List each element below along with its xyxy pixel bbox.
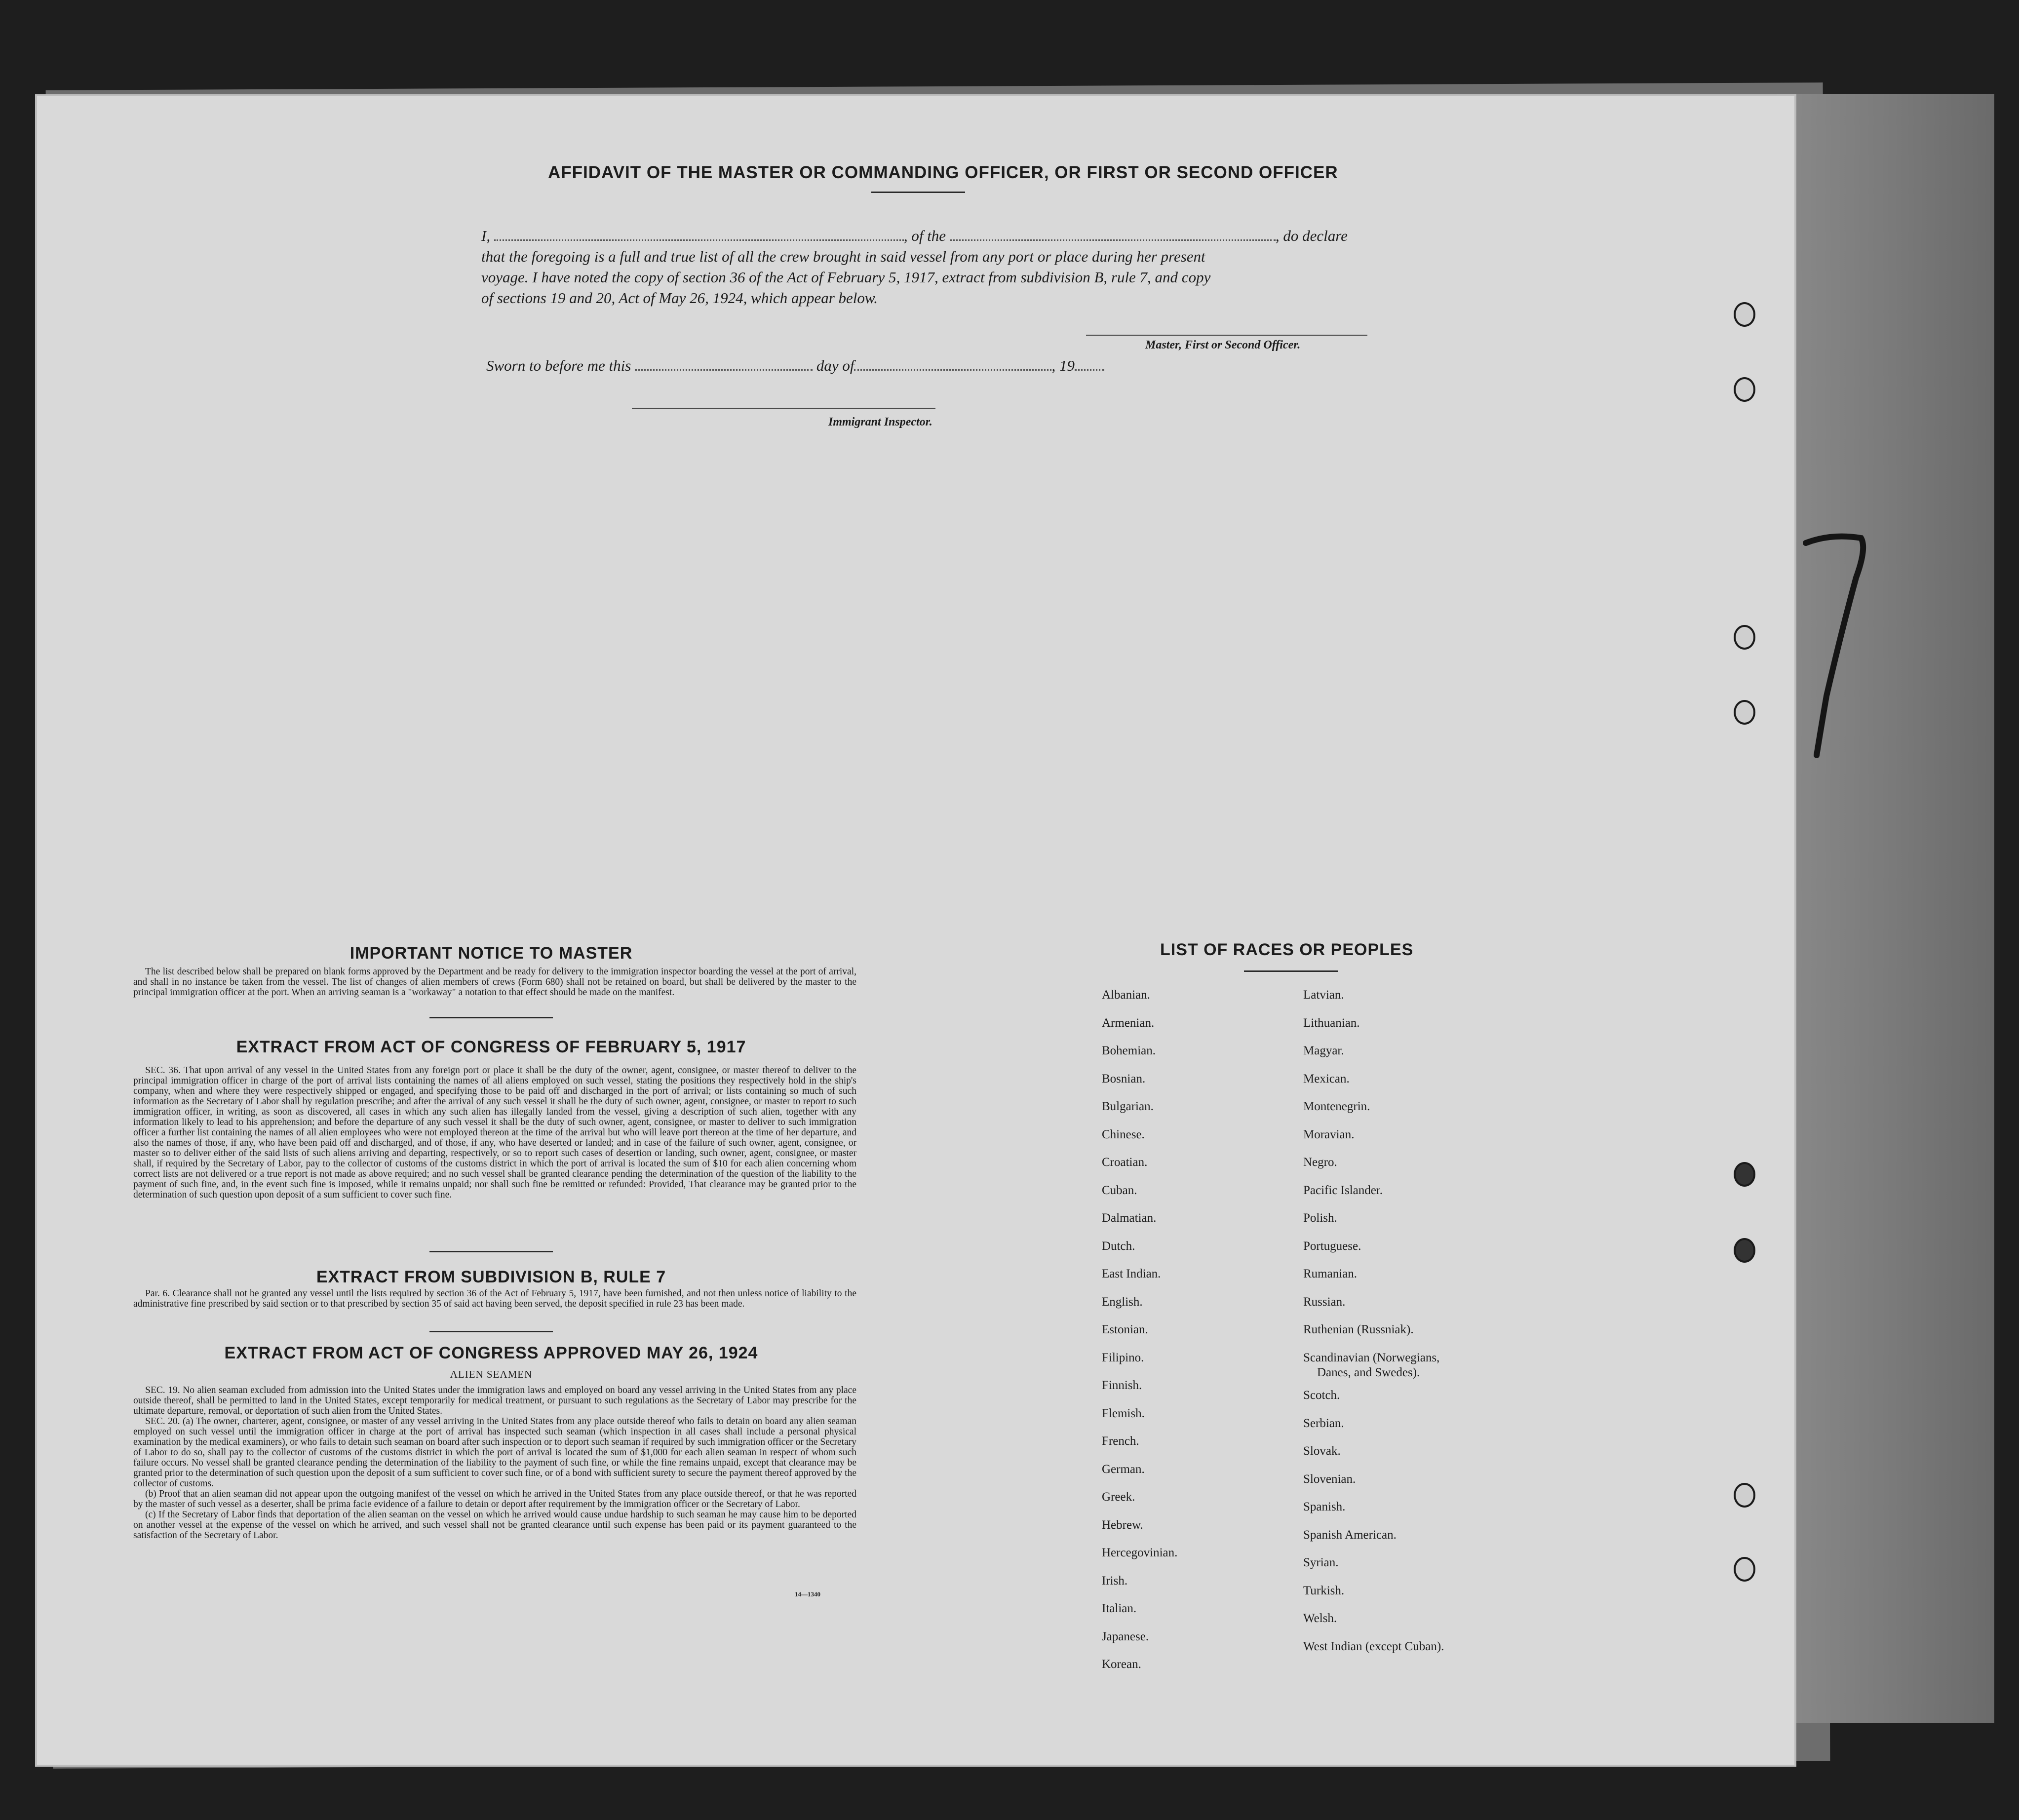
- subdivision-title: EXTRACT FROM SUBDIVISION B, RULE 7: [316, 1268, 666, 1286]
- race-item: Rumanian.: [1303, 1267, 1358, 1280]
- race-item: Moravian.: [1303, 1127, 1355, 1141]
- title-divider: [871, 192, 965, 193]
- race-item: Syrian.: [1303, 1556, 1339, 1569]
- divider-3: [429, 1331, 553, 1332]
- day-blank: [635, 354, 813, 371]
- act-1924-text: [133, 1385, 856, 1541]
- race-item: Slovenian.: [1303, 1472, 1356, 1486]
- punch-hole: [1734, 1162, 1755, 1187]
- punch-hole: [1734, 377, 1755, 402]
- aff-line2: that the foregoing is a full and true list of all the crew brought in said vessel from any port or place during her present: [481, 248, 1205, 265]
- race-item: Korean.: [1102, 1658, 1141, 1671]
- aff-line3: voyage. I have noted the copy of section 36 of the Act of February 5, 1917, extract from subdivision B, rule 7, and copy: [481, 269, 1211, 286]
- month-blank: [854, 354, 1051, 371]
- race-item: Hercegovinian.: [1102, 1546, 1178, 1559]
- inspector-caption: Immigrant Inspector.: [828, 416, 932, 428]
- notice-text: [133, 967, 856, 998]
- subdivision-text: [133, 1288, 856, 1309]
- year-label: , 19: [1051, 357, 1075, 374]
- race-item: Serbian.: [1303, 1416, 1344, 1430]
- race-item: Slovak.: [1303, 1444, 1341, 1458]
- aff-line4: of sections 19 and 20, Act of May 26, 1924, which appear below.: [481, 289, 878, 307]
- folded-edge: [1777, 94, 1994, 1723]
- aff-i: I,: [481, 227, 491, 244]
- vessel-blank: [950, 225, 1276, 241]
- sec-36-paragraph: SEC. 36. That upon arrival of any vessel in the United States from any foreign port or place it shall be the duty of the owner, agent, consignee, or master thereof to deliver to the principal immigration officer in charge of the port of arrival lists containing the names of all aliens employed on such vessel, stating the positions they respectively hold in the ship's company, when and where they were respectively shipped or engaged, and specifying those to be paid off and discharged in the port of arrival; or lists containing so much of such information as the Secretary of Labor shall by regulation prescribe; and after the arrival of any such vessel it shall be the duty of such owner, agent, consignee, or master to report to such immigration officer, in writing, as soon as discovered, all cases in which any such alien has illegally landed from the vessel, giving a description of such alien, together with any information likely to lead to his apprehension; and before the departure of any such vessel it shall be the duty of such owner, agent, consignee, or master to deliver to such immigration officer a further list containing the names of all alien employees who were not employed thereon at the time of the arrival but who will leave port thereon at the time of her departure, and also the names of those, if any, who have been paid off and discharged, and of those, if any, who have deserted or landed; and in case of the failure of such owner, agent, consignee, or master so to deliver either of the said lists of such aliens arriving and departing, respectively, or so to report such cases of desertion or landing, such owner, agent, consignee, or master shall, if required by the Secretary of Labor, pay to the collector of customs of the customs district in which the port of arrival is located the sum of $10 for each alien concerning whom correct lists are not delivered or a true report is not made as above required; and no such vessel shall be granted clearance pending the determination of the question of the liability to the payment of such fine, and, in the event such fine is imposed, while it remains unpaid; nor shall such fine be remitted or refunded: Provided, That clearance may be granted prior to the determination of such question upon deposit of a sum sufficient to cover such fine.: [133, 1065, 856, 1200]
- race-item: Portuguese.: [1303, 1239, 1361, 1253]
- notice-title: IMPORTANT NOTICE TO MASTER: [349, 944, 633, 963]
- race-item: Scotch.: [1303, 1389, 1340, 1402]
- sworn-label: Sworn to before me this: [486, 357, 631, 374]
- race-item: Finnish.: [1102, 1379, 1142, 1392]
- race-item: Croatian.: [1102, 1156, 1148, 1169]
- aff-of-the: , of the: [903, 227, 946, 244]
- race-item: Turkish.: [1303, 1584, 1345, 1597]
- race-item: Greek.: [1102, 1490, 1135, 1504]
- race-item: Irish.: [1102, 1574, 1128, 1588]
- act-1917-title: EXTRACT FROM ACT OF CONGRESS OF FEBRUARY 5, 1917: [236, 1038, 746, 1056]
- alien-seamen-subtitle: ALIEN SEAMEN: [450, 1368, 533, 1380]
- day-of-label: day of: [816, 357, 854, 374]
- race-item: Spanish American.: [1303, 1528, 1397, 1542]
- divider-2: [429, 1251, 553, 1252]
- race-item: Ruthenian (Russniak).: [1303, 1323, 1414, 1336]
- punch-hole: [1734, 302, 1755, 327]
- race-item: Dutch.: [1102, 1239, 1135, 1253]
- inspector-sig-line: [632, 408, 935, 409]
- sec-20a-paragraph: SEC. 20. (a) The owner, charterer, agent, consignee, or master of any vessel arriving in the United States from any place outside thereof who fails to detain on board any alien seaman employed on such vessel until the immigration officer in charge at the port of arrival has inspected such seaman (which inspection in all cases shall include a personal physical examination by the medical examiners), or who fails to detain such seaman on board after such inspection or to deport such seaman if required by such immigration officer or the Secretary of Labor to do so, shall pay to the collector of customs of the customs district in which the port of arrival is located the sum of $1,000 for each alien seaman in respect of whom such failure occurs. No vessel shall be granted clearance pending the determination of the liability to the payment of such fine, or while the fine remains unpaid, except that clearance may be granted prior to the determination of such question upon the deposit of a sum sufficient to cover such fine, or of a bond with sufficient surety to secure the payment thereof approved by the collector of customs.: [133, 1416, 856, 1489]
- race-item: Welsh.: [1303, 1612, 1337, 1625]
- name-blank: [494, 225, 904, 241]
- sworn-line: [486, 354, 1104, 375]
- race-item: Armenian.: [1102, 1016, 1155, 1030]
- race-item: Mexican.: [1303, 1072, 1350, 1085]
- race-item: French.: [1102, 1434, 1139, 1448]
- race-item: West Indian (except Cuban).: [1303, 1639, 1444, 1653]
- punch-hole: [1734, 1483, 1755, 1508]
- punch-hole: [1734, 700, 1755, 725]
- race-item: Montenegrin.: [1303, 1100, 1370, 1113]
- sec-20b-paragraph: (b) Proof that an alien seaman did not appear upon the outgoing manifest of the vessel on which he arrived in the United States from any place outside thereof, or that he was reported by the master of such vessel as a deserter, shall be prima facie evidence of a failure to detain or deport after requirement by the immigration officer or the Secretary of Labor.: [133, 1489, 856, 1510]
- race-item: Flemish.: [1102, 1406, 1145, 1420]
- affidavit-text: [481, 225, 1395, 309]
- affidavit-title: AFFIDAVIT OF THE MASTER OR COMMANDING OFFICER, OR FIRST OR SECOND OFFICER: [548, 163, 1338, 182]
- punch-hole: [1734, 1238, 1755, 1263]
- race-item: Magyar.: [1303, 1044, 1344, 1057]
- race-item: Albanian.: [1102, 988, 1150, 1002]
- race-item: Filipino.: [1102, 1351, 1144, 1364]
- race-item: Polish.: [1303, 1211, 1337, 1225]
- sec-20c-paragraph: (c) If the Secretary of Labor finds that deportation of the alien seaman on the vessel on which he arrived would cause undue hardship to such seaman he may cause him to be deported on another vessel at the expense of the vessel on which he arrived, and such vessel shall not be granted clearance until such expense has been paid or its payment guaranteed to the satisfaction of the Secretary of Labor.: [133, 1510, 856, 1541]
- race-item: Danes, and Swedes).: [1317, 1365, 1420, 1379]
- race-item: Scandinavian (Norwegians,: [1303, 1351, 1440, 1364]
- race-item: Dalmatian.: [1102, 1211, 1157, 1225]
- year-blank: [1075, 354, 1104, 371]
- race-item: Latvian.: [1303, 988, 1344, 1002]
- races-title: LIST OF RACES OR PEOPLES: [1160, 940, 1414, 959]
- act-1917-text: [133, 1065, 856, 1200]
- race-item: Japanese.: [1102, 1629, 1149, 1643]
- race-item: Russian.: [1303, 1295, 1346, 1309]
- race-item: Lithuanian.: [1303, 1016, 1360, 1030]
- aff-declare: , do declare: [1275, 227, 1348, 244]
- punch-hole: [1734, 1557, 1755, 1582]
- race-item: Hebrew.: [1102, 1518, 1143, 1532]
- divider-1: [429, 1017, 553, 1018]
- handwritten-seven-mark: [1802, 533, 1871, 760]
- race-item: English.: [1102, 1295, 1143, 1309]
- race-item: Chinese.: [1102, 1127, 1145, 1141]
- race-item: Cuban.: [1102, 1183, 1137, 1197]
- race-item: Italian.: [1102, 1602, 1137, 1615]
- sec-19-paragraph: SEC. 19. No alien seaman excluded from admission into the United States under the immigration laws and employed on board any vessel arriving in the United States from any place outside thereof, shall be permitted to land in the United States, except temporarily for medical treatment, or pursuant to such regulations as the Secretary of Labor may prescribe for the ultimate departure, removal, or deportation of such alien from the United States.: [133, 1385, 856, 1416]
- punch-hole: [1734, 625, 1755, 650]
- race-item: Negro.: [1303, 1156, 1337, 1169]
- races-divider: [1244, 970, 1338, 972]
- race-item: East Indian.: [1102, 1267, 1161, 1280]
- act-1924-title: EXTRACT FROM ACT OF CONGRESS APPROVED MAY 26, 1924: [224, 1344, 758, 1362]
- form-number: 14—1340: [795, 1590, 820, 1598]
- race-item: Spanish.: [1303, 1500, 1346, 1513]
- race-item: Estonian.: [1102, 1323, 1148, 1336]
- master-sig-caption: Master, First or Second Officer.: [1145, 339, 1301, 351]
- race-item: German.: [1102, 1462, 1145, 1476]
- race-item: Pacific Islander.: [1303, 1183, 1383, 1197]
- race-item: Bosnian.: [1102, 1072, 1146, 1085]
- master-sig-line: [1086, 335, 1367, 336]
- par-6-paragraph: Par. 6. Clearance shall not be granted any vessel until the lists required by section 36 of the Act of February 5, 1917, have been furnished, and not then unless notice of liability to the administrative fine prescribed by said section or to that prescribed by section 35 of said act having been served, the deposit specified in rule 23 has been made.: [133, 1288, 856, 1309]
- race-item: Bulgarian.: [1102, 1100, 1154, 1113]
- race-item: Bohemian.: [1102, 1044, 1156, 1057]
- notice-paragraph: The list described below shall be prepared on blank forms approved by the Department and be ready for delivery to the immigration inspector boarding the vessel at the port of arrival, and shall in no instance be taken from the vessel. The list of changes of alien members of crews (Form 680) shall not be retained on board, but shall be delivered by the master to the principal immigration officer at the port. When an arriving seaman is a "workaway" a notation to that effect should be made on the manifest.: [133, 967, 856, 998]
